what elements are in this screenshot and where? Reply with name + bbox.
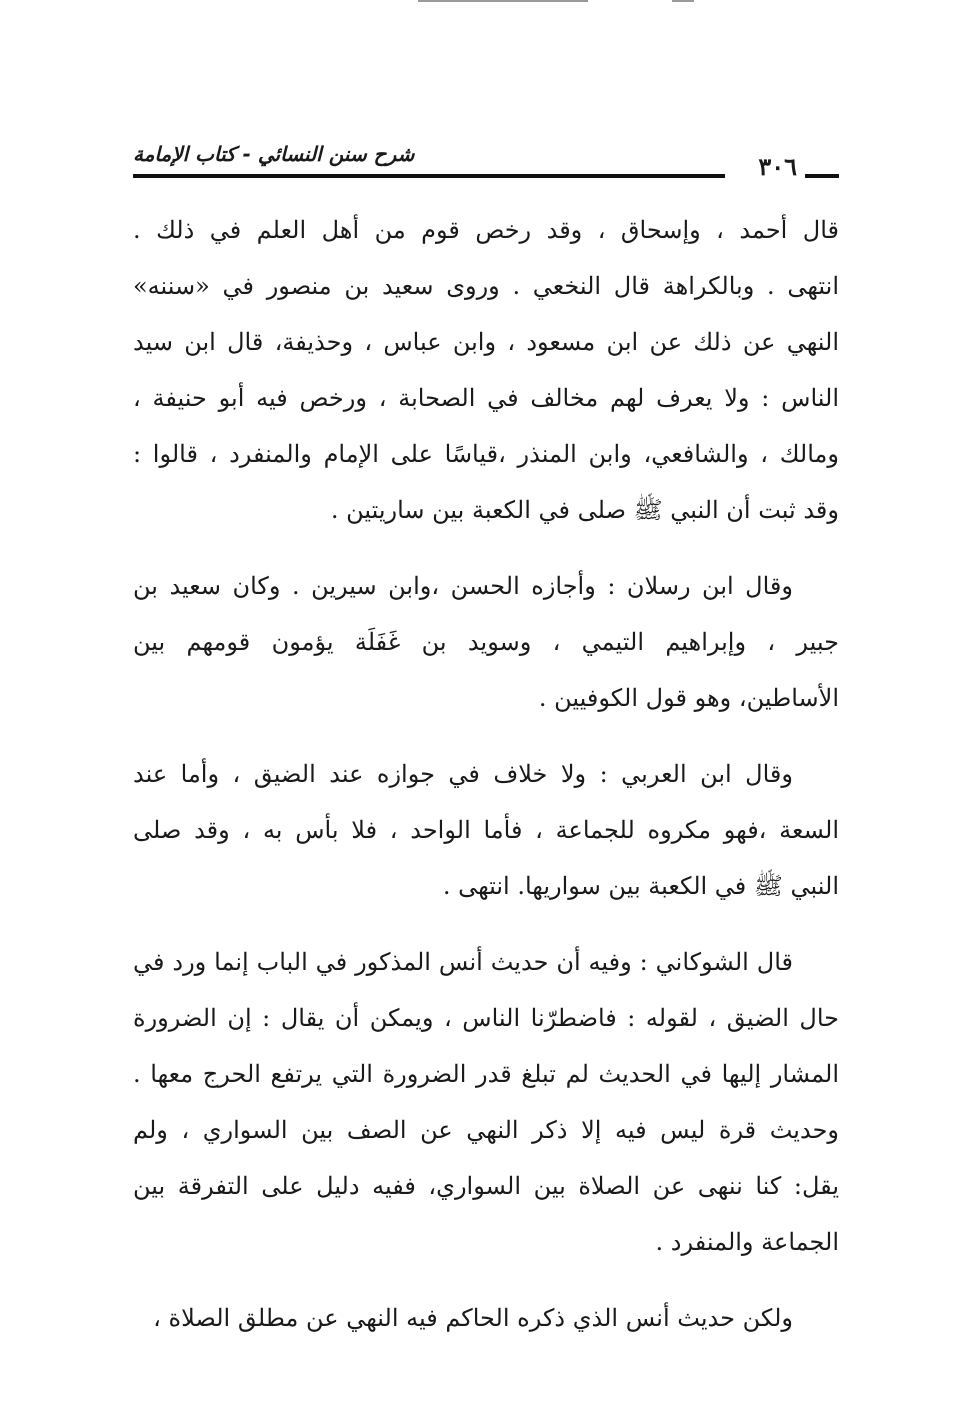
paragraph [133,754,839,922]
page-number-dash [805,174,839,178]
header-rule [133,174,725,178]
paragraph [133,566,839,734]
text-line: يقل: كنا ننهى عن الصلاة بين السواري، ففيه دليل على التفرقة بين [133,1172,839,1200]
paragraph [133,210,839,546]
text-line: وقد ثبت أن النبي ﷺ صلى في الكعبة بين ساريتين . [330,496,839,524]
paragraph [133,942,839,1278]
text-line: وقال ابن العربي : ولا خلاف في جوازه عند الضيق ، وأما عند [133,760,793,788]
text-line: الجماعة والمنفرد . [655,1228,839,1256]
text-line: النهي عن ذلك عن ابن مسعود ، وابن عباس ، وحذيفة، قال ابن سيد [133,328,839,356]
text-line: قال أحمد ، وإسحاق ، وقد رخص قوم من أهل العلم في ذلك . [133,216,839,244]
text-line: حال الضيق ، لقوله : فاضطرّنا الناس ، ويمكن أن يقال : إن الضرورة [133,1004,839,1032]
paragraph [133,1298,839,1354]
scan-edge-mark [418,0,588,2]
text-line: انتهى . وبالكراهة قال النخعي . وروى سعيد بن منصور في «سننه» [133,272,839,300]
text-line: ولكن حديث أنس الذي ذكره الحاكم فيه النهي عن مطلق الصلاة ، [153,1304,793,1332]
text-line: وحديث قرة ليس فيه إلا ذكر النهي عن الصف بين السواري ، ولم [133,1116,839,1144]
book-title: شرح سنن النسائي - كتاب الإمامة [133,142,415,166]
text-line: السعة ،فهو مكروه للجماعة ، فأما الواحد ، فلا بأس به ، وقد صلى [133,816,839,844]
text-line: الأساطين، وهو قول الكوفيين . [538,684,839,712]
text-line: ومالك ، والشافعي، وابن المنذر ،قياسًا على الإمام والمنفرد ، قالوا : [133,440,839,468]
text-line: جبير ، وإبراهيم التيمي ، وسويد بن غَفَلَة يؤمون قومهم بين [133,628,839,656]
text-line: قال الشوكاني : وفيه أن حديث أنس المذكور في الباب إنما ورد في [133,948,793,976]
text-line: المشار إليها في الحديث لم تبلغ قدر الضرورة التي يرتفع الحرج معها . [133,1060,839,1088]
text-line: الناس : ولا يعرف لهم مخالف في الصحابة ، ورخص فيه أبو حنيفة ، [133,384,839,412]
page-number: ٣٠٦ [758,152,797,181]
running-header [133,140,839,182]
text-line: النبي ﷺ في الكعبة بين سواريها. انتهى . [442,872,839,900]
text-line: وقال ابن رسلان : وأجازه الحسن ،وابن سيرين . وكان سعيد بن [133,572,793,600]
page-text-body [133,210,839,1374]
scan-edge-mark [672,0,694,2]
